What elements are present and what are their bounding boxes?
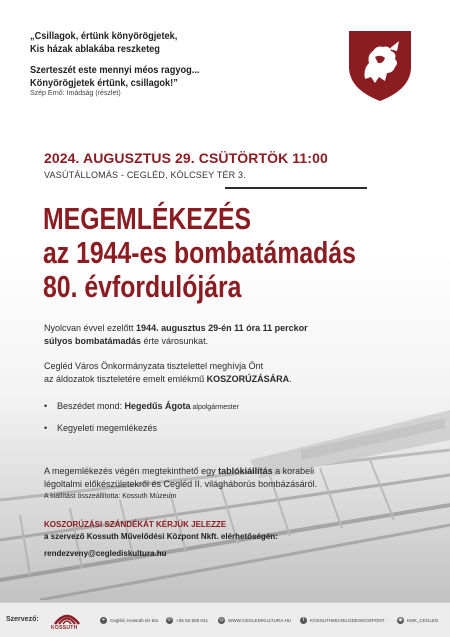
text: . — [289, 373, 292, 384]
event-date: 2024. AUGUSZTUS 29. CSÜTÖRTÖK 11:00 — [44, 150, 328, 166]
title-line-2: az 1944-es bombatámadás — [43, 235, 356, 270]
bold-text: 1944. augusztus 29-én 11 óra 11 perckor — [136, 323, 308, 333]
bold-text: súlyos bombatámadás — [44, 335, 142, 346]
list-item — [44, 422, 414, 435]
text: az áldozatok tiszteletére emelt emlékmű — [44, 373, 207, 384]
footer — [0, 602, 450, 637]
phone-text: +36 53 505 041 — [176, 618, 209, 623]
footer-address — [100, 617, 158, 624]
bold-text: KOSZORÚZÁSÁRA — [206, 373, 290, 384]
title-line-3: 80. évfordulójára — [43, 269, 242, 304]
city-crest-icon — [345, 27, 415, 103]
footer-instagram[interactable] — [397, 617, 438, 624]
address-text: Cegléd, Kossuth tér 5/a — [110, 618, 159, 623]
footer-facebook[interactable] — [300, 617, 385, 624]
list-item — [44, 400, 414, 415]
page-title — [43, 202, 434, 304]
facebook-text: KOSSUTHMUVELODESIKOZPONT — [310, 618, 385, 623]
speaker-role: alpolgármester — [190, 404, 239, 411]
exhibition-paragraph — [44, 465, 414, 490]
logo-text: KOSSUTH — [51, 625, 78, 631]
poem-line: Könyörögjetek értünk, csillagok!” — [30, 76, 178, 89]
text: légoltalmi előkészületekről és Cegléd II. világháborús bombázásáról. — [44, 478, 318, 489]
contact-email-link[interactable]: rendezveny@ceglediskultura.hu — [44, 549, 167, 558]
text: Nyolcvan évvel ezelőtt — [44, 323, 137, 333]
rsvp-subheading: a szervező Kossuth Művelődési Központ Nkft. elérhetőségén: — [44, 532, 278, 541]
poem-quote — [30, 30, 270, 97]
facebook-icon: f — [300, 617, 307, 624]
text: A megemlékezés végén megtekinthető egy — [44, 466, 219, 476]
text: Cegléd Város Önkormányzata tisztelettel meghívja Önt — [44, 361, 264, 371]
website-text: WWW.CEGLEDIKULTURA.HU — [228, 618, 292, 623]
phone-icon: ✆ — [167, 617, 172, 623]
instagram-text: KMK_CEGLED — [407, 618, 439, 623]
intro-paragraph — [44, 322, 414, 347]
rsvp-heading: KOSZORÚZÁSI SZÁNDÉKÁT KÉRJÜK JELEZZE — [44, 520, 227, 529]
text: Kegyeleti megemlékezés — [57, 422, 158, 433]
poem-line: „Csillagok, értünk könyörögjetek, — [30, 30, 178, 42]
divider — [225, 187, 367, 189]
exhibition-credit: A kiállítást összeállította: Kossuth Múzeum — [44, 493, 177, 500]
speaker-name: Hegedűs Ágota — [124, 401, 191, 411]
bold-text: tablókiállítás — [218, 466, 273, 476]
poem-line: Kis házak ablakába reszketeg — [30, 42, 160, 55]
location-pin-icon: ⌖ — [100, 617, 107, 624]
globe-icon: ◎ — [219, 617, 224, 623]
instagram-icon: ◉ — [398, 617, 403, 623]
invitation-paragraph — [44, 360, 414, 385]
footer-phone[interactable] — [166, 617, 208, 624]
text: Beszédet mond: — [57, 401, 125, 411]
footer-website[interactable] — [218, 617, 291, 624]
text: a korabeli — [272, 466, 315, 476]
text: érte városunkat. — [141, 335, 209, 346]
program-list — [44, 400, 414, 441]
poem-line: Szerteszét este mennyi méos ragyog... — [30, 64, 200, 76]
event-location: VASÚTÁLLOMÁS - CEGLÉD, KÖLCSEY TÉR 3. — [44, 170, 246, 180]
organizer-label: Szervező: — [6, 616, 39, 623]
title-line-1: MEGEMLÉKEZÉS — [43, 201, 252, 236]
poem-source: Szép Ernő: Imádság (részlet) — [30, 90, 121, 97]
